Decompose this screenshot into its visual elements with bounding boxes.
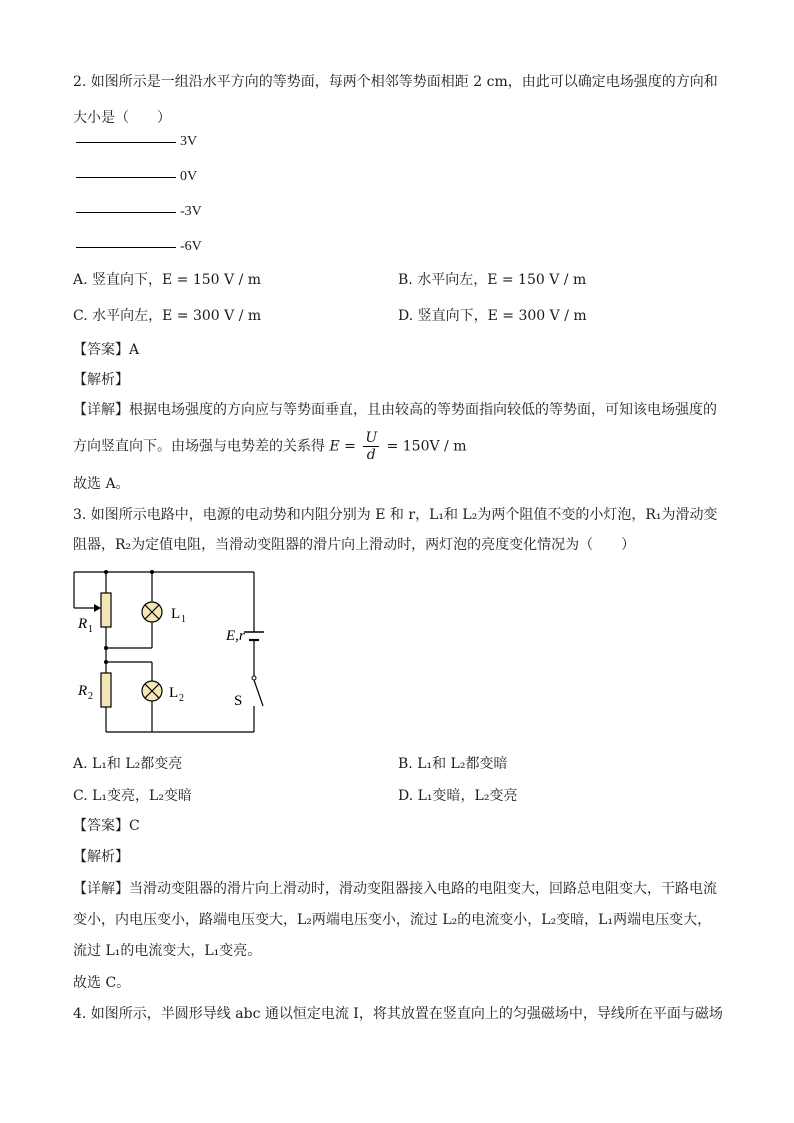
q3-detail-line3: 流过 L₁的电流变大，L₁变亮。	[73, 943, 262, 959]
equipotential-line-1	[76, 142, 176, 143]
circuit-diagram	[70, 566, 280, 736]
q2-fraction	[363, 430, 379, 463]
label-l1-sub: 1	[181, 614, 186, 625]
label-r1-sub: 1	[88, 624, 93, 635]
q3-stem-line2: 阻器，R₂为定值电阻，当滑动变阻器的滑片向上滑动时，两灯泡的亮度变化情况为（ ）	[73, 537, 636, 553]
label-er: E,r	[226, 628, 245, 644]
label-r2-sub: 2	[88, 691, 93, 702]
q3-option-d: D. L₁变暗，L₂变亮	[398, 788, 518, 804]
label-r2: R	[78, 683, 88, 699]
q2-option-c: C. 水平向左，E = 300 V / m	[73, 308, 262, 324]
q2-analysis-heading: 【解析】	[73, 372, 129, 388]
q4-stem-line1: 4. 如图所示，半圆形导线 abc 通以恒定电流 I，将其放置在竖直向上的匀强磁场中，导线所在平面与磁场	[73, 1006, 723, 1022]
q3-analysis-heading: 【解析】	[73, 849, 129, 865]
q2-detail-result: = 150V / m	[386, 438, 467, 455]
q3-detail-line1: 【详解】当滑动变阻器的滑片向上滑动时，滑动变阻器接入电路的电阻变大，回路总电阻变大，干路电流	[73, 881, 717, 897]
label-l2: L	[169, 685, 179, 701]
q2-conclusion: 故选 A。	[73, 476, 130, 492]
q3-conclusion: 故选 C。	[73, 975, 131, 991]
q3-option-b: B. L₁和 L₂都变暗	[398, 756, 508, 772]
q2-detail-line1: 【详解】根据电场强度的方向应与等势面垂直，且由较高的等势面指向较低的等势面，可知该电场强度的	[73, 402, 717, 418]
q3-answer: 【答案】C	[73, 818, 140, 834]
q2-fraction-denominator: d	[366, 447, 376, 463]
q2-option-b: B. 水平向左，E = 150 V / m	[398, 272, 587, 288]
label-s: S	[234, 693, 243, 709]
q2-stem-line1: 2. 如图所示是一组沿水平方向的等势面，每两个相邻等势面相距 2 cm，由此可以确定电场强度的方向和	[73, 74, 718, 90]
q3-detail-line2: 变小，内电压变小，路端电压变大，L₂两端电压变小，流过 L₂的电流变小，L₂变暗，L₁两端电压变大，	[73, 912, 712, 928]
q2-detail-e: E =	[329, 438, 356, 455]
equipotential-label-2: 0V	[180, 169, 198, 184]
q2-answer: 【答案】A	[73, 342, 140, 358]
equipotential-line-4	[76, 247, 176, 248]
q3-stem-line1: 3. 如图所示电路中，电源的电动势和内阻分别为 E 和 r，L₁和 L₂为两个阻值不变的小灯泡，R₁为滑动变	[73, 507, 718, 523]
label-l1: L	[171, 606, 181, 622]
equipotential-label-3: -3V	[180, 204, 202, 219]
equipotential-line-2	[76, 177, 176, 178]
equipotential-label-1: 3V	[180, 134, 198, 149]
equipotential-label-4: -6V	[180, 239, 202, 254]
q2-option-a: A. 竖直向下，E = 150 V / m	[73, 272, 262, 288]
q2-fraction-numerator: U	[365, 430, 378, 446]
label-l2-sub: 2	[179, 693, 184, 704]
equipotential-line-3	[76, 212, 176, 213]
q3-option-a: A. L₁和 L₂都变亮	[73, 756, 183, 772]
q2-detail-line2	[73, 430, 466, 463]
label-r1: R	[78, 616, 88, 632]
q2-stem-line2: 大小是（ ）	[73, 110, 171, 126]
q2-option-d: D. 竖直向下，E = 300 V / m	[398, 308, 587, 324]
q2-detail-text: 方向竖直向下。由场强与电势差的关系得	[73, 438, 325, 455]
q3-option-c: C. L₁变亮，L₂变暗	[73, 788, 192, 804]
